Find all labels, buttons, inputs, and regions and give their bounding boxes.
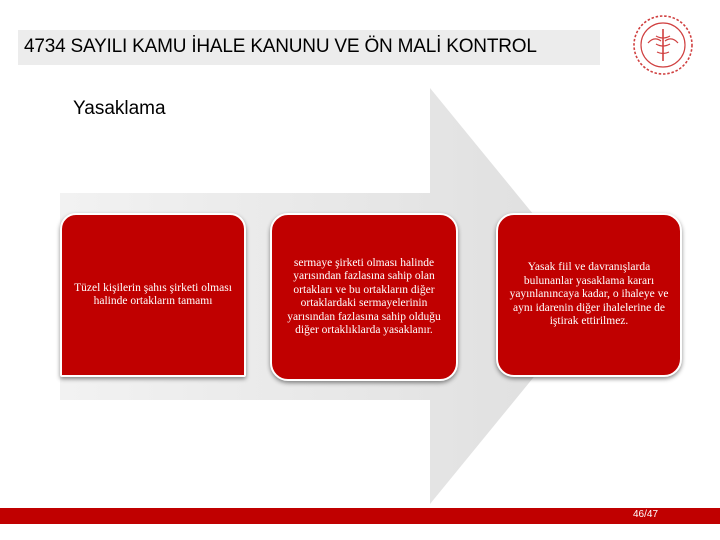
page-number: 46/47 xyxy=(633,509,659,520)
slide-title: 4734 SAYILI KAMU İHALE KANUNU VE ÖN MALİ KONTROL xyxy=(24,36,537,57)
section-title: Yasaklama xyxy=(73,98,166,119)
condition-text-right: Yasak fiil ve davranışlarda bulunanlar yasaklama kararı yayınlanıncaya kadar, o ihaleye ve aynı idarenin diğer ihalelerine de iştirak ettirilmez. xyxy=(509,261,669,328)
footer-bar xyxy=(0,508,720,524)
condition-box-right xyxy=(496,213,682,377)
condition-text-middle: sermaye şirketi olması halinde yarısından fazlasına sahip olan ortakları ve bu ortakların diğer ortaklardaki sermayelerinin yarısından fazlasına sahip olduğu diğer ortaklıklarda yasaklanır. xyxy=(287,256,441,336)
condition-box-left xyxy=(60,213,246,377)
condition-box-middle xyxy=(270,213,458,381)
condition-text-left: Tüzel kişilerin şahıs şirketi olması halinde ortakların tamamı xyxy=(74,281,232,307)
